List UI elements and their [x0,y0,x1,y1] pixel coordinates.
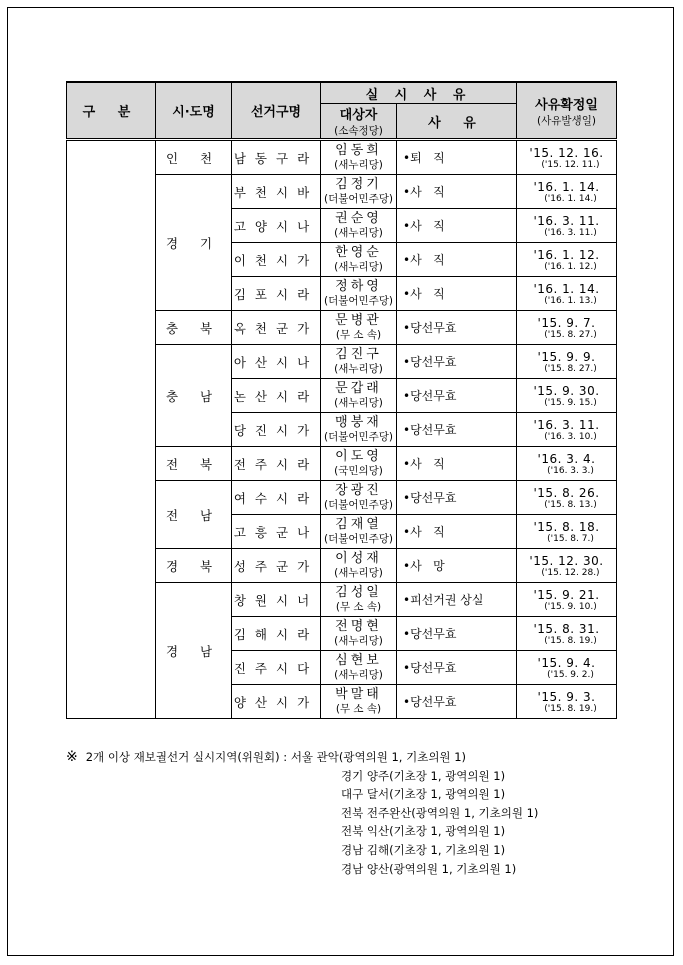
confirm-date: '15. 8. 31. [533,621,600,636]
occur-date: ('16. 1. 14.) [544,193,597,204]
candidate-name: 심현보 [335,652,382,668]
candidate-party: (새누리당) [334,634,383,647]
district-cell: 성주군가 [232,549,321,583]
header-date [517,82,617,140]
confirm-date: '15. 12. 16. [529,145,604,160]
reason-cell: •퇴 직 [397,140,517,175]
candidate-party: (더불어민주당) [323,498,394,511]
reason-cell: •당선무효 [397,481,517,515]
date-cell [517,617,617,651]
date-cell [517,311,617,345]
candidate-party: (새누리당) [334,566,383,579]
target-cell [321,447,397,481]
district-cell: 창원시너 [232,583,321,617]
footnote-item: 경남 양산(광역의원 1, 기초의원 1) [341,861,517,876]
date-cell [517,515,617,549]
candidate-name: 권순영 [335,210,382,226]
occur-date: ('15. 9. 2.) [547,669,594,680]
date-cell [517,583,617,617]
candidate-party: (더불어민주당) [323,192,394,205]
district-cell: 아산시나 [232,345,321,379]
reason-cell: •사 직 [397,175,517,209]
confirm-date: '15. 9. 21. [533,587,600,602]
candidate-party: (새누리당) [334,226,383,239]
occur-date: ('15. 12. 11.) [541,159,600,170]
confirm-date: '15. 9. 9. [537,349,596,364]
candidate-party: (더불어민주당) [323,294,394,307]
district-cell: 김포시라 [232,277,321,311]
header-gubun: 구 분 [67,82,156,140]
confirm-date: '16. 3. 4. [537,451,596,466]
occur-date: ('15. 9. 10.) [544,601,597,612]
date-cell [517,243,617,277]
header-target-sub: (소속정당) [334,125,383,137]
confirm-date: '15. 12. 30. [529,553,604,568]
confirm-date: '15. 9. 7. [537,315,596,330]
confirm-date: '16. 3. 11. [533,213,600,228]
district-cell: 양산시가 [232,685,321,719]
date-cell [517,685,617,719]
date-cell [517,549,617,583]
header-reason: 사 유 [397,104,517,140]
candidate-party: (새누리당) [334,158,383,171]
reason-cell: •사 직 [397,243,517,277]
reason-cell: •당선무효 [397,413,517,447]
candidate-party: (새누리당) [334,668,383,681]
candidate-name: 문갑래 [335,380,382,396]
occur-date: ('16. 1. 12.) [544,261,597,272]
candidate-name: 이성재 [335,550,382,566]
reason-cell: •당선무효 [397,345,517,379]
candidate-party: (더불어민주당) [323,430,394,443]
date-cell [517,413,617,447]
header-sido: 시·도명 [156,82,232,140]
reason-cell: •당선무효 [397,685,517,719]
sido-cell: 경 기 [156,175,232,311]
footnote-item: 경기 양주(기초장 1, 광역의원 1) [341,768,506,783]
occur-date: ('16. 3. 11.) [544,227,597,238]
table-row [67,140,617,175]
target-cell [321,651,397,685]
sido-cell: 충 북 [156,311,232,345]
district-cell: 진주시다 [232,651,321,685]
reason-cell: •피선거권 상실 [397,583,517,617]
table-body [67,140,617,719]
confirm-date: '15. 9. 3. [537,689,596,704]
header-target [321,104,397,140]
target-cell [321,617,397,651]
footnote [66,748,538,878]
reason-cell: •당선무효 [397,617,517,651]
reason-cell: •사 망 [397,549,517,583]
occur-date: ('15. 12. 28.) [541,567,600,578]
candidate-party: (국민의당) [334,464,383,477]
target-cell [321,311,397,345]
district-cell: 옥천군가 [232,311,321,345]
target-cell [321,583,397,617]
date-cell [517,209,617,243]
occur-date: ('15. 8. 13.) [544,499,597,510]
occur-date: ('16. 1. 13.) [544,295,597,306]
occur-date: ('15. 8. 7.) [547,533,594,544]
footnote-item: 경남 김해(기초장 1, 기초의원 1) [341,842,506,857]
target-cell [321,175,397,209]
occur-date: ('15. 8. 27.) [544,329,597,340]
by-election-table [66,81,617,719]
target-cell [321,481,397,515]
candidate-name: 임동희 [335,142,382,158]
candidate-name: 김성일 [335,584,382,600]
target-cell [321,515,397,549]
occur-date: ('15. 9. 15.) [544,397,597,408]
footnote-item: 대구 달서(기초장 1, 광역의원 1) [341,787,506,802]
confirm-date: '15. 8. 18. [533,519,600,534]
candidate-party: (무 소 속) [335,702,382,715]
sido-cell: 전 북 [156,447,232,481]
candidate-party: (더불어민주당) [323,532,394,545]
header-date-label: 사유확정일 [535,97,598,113]
reason-cell: •당선무효 [397,311,517,345]
header-date-sub: (사유발생일) [537,114,596,127]
date-cell [517,345,617,379]
occur-date: ('16. 3. 3.) [547,465,594,476]
target-cell [321,243,397,277]
occur-date: ('15. 8. 27.) [544,363,597,374]
confirm-date: '16. 1. 14. [533,281,600,296]
occur-date: ('16. 3. 10.) [544,431,597,442]
district-cell: 여수시라 [232,481,321,515]
candidate-name: 문병관 [335,312,382,328]
district-cell: 당진시가 [232,413,321,447]
candidate-name: 한영순 [335,244,382,260]
header-target-label: 대상자 [339,108,378,123]
district-cell: 부천시바 [232,175,321,209]
candidate-name: 정하영 [335,278,382,294]
reason-cell: •사 직 [397,277,517,311]
candidate-name: 이도영 [335,448,382,464]
footnote-item: 전북 전주완산(광역의원 1, 기초의원 1) [341,805,539,820]
district-cell: 고흥군나 [232,515,321,549]
district-cell: 고양시나 [232,209,321,243]
target-cell [321,140,397,175]
target-cell [321,277,397,311]
confirm-date: '15. 9. 30. [533,383,600,398]
occur-date: ('15. 8. 19.) [544,703,597,714]
candidate-name: 전명현 [335,618,382,634]
target-cell [321,209,397,243]
date-cell [517,379,617,413]
sido-cell: 충 남 [156,345,232,447]
gubun-cell [67,140,156,719]
candidate-name: 장광진 [335,482,382,498]
target-cell [321,413,397,447]
candidate-party: (무 소 속) [335,328,382,341]
confirm-date: '15. 8. 26. [533,485,600,500]
district-cell: 논산시라 [232,379,321,413]
date-cell [517,651,617,685]
sido-cell: 경 북 [156,549,232,583]
sido-cell: 전 남 [156,481,232,549]
occur-date: ('15. 8. 19.) [544,635,597,646]
date-cell [517,140,617,175]
reason-cell: •사 직 [397,515,517,549]
sido-cell: 경 남 [156,583,232,719]
candidate-name: 맹붕재 [335,414,382,430]
confirm-date: '16. 1. 12. [533,247,600,262]
district-cell: 이천시가 [232,243,321,277]
candidate-name: 김재열 [335,516,382,532]
candidate-party: (무 소 속) [335,600,382,613]
header-reason-group: 실 시 사 유 [321,82,517,104]
header-district: 선거구명 [232,82,321,140]
candidate-party: (새누리당) [334,260,383,273]
target-cell [321,549,397,583]
district-cell: 김해시라 [232,617,321,651]
candidate-name: 박말태 [335,686,382,702]
candidate-name: 김진구 [335,346,382,362]
reason-cell: •사 직 [397,209,517,243]
confirm-date: '16. 3. 11. [533,417,600,432]
confirm-date: '15. 9. 4. [537,655,596,670]
date-cell [517,481,617,515]
target-cell [321,379,397,413]
date-cell [517,277,617,311]
reason-cell: •당선무효 [397,651,517,685]
district-cell: 남동구라 [232,140,321,175]
target-cell [321,685,397,719]
reference-mark: ※ [66,749,78,765]
reason-cell: •당선무효 [397,379,517,413]
footnote-lead: 2개 이상 재보궐선거 실시지역(위원회) : [85,750,291,764]
target-cell [321,345,397,379]
date-cell [517,175,617,209]
footnote-item: 전북 익산(기초장 1, 광역의원 1) [341,824,506,839]
footnote-first-line [66,748,538,767]
reason-cell: •사 직 [397,447,517,481]
candidate-party: (새누리당) [334,362,383,375]
candidate-name: 김정기 [335,176,382,192]
candidate-party: (새누리당) [334,396,383,409]
district-cell: 전주시라 [232,447,321,481]
date-cell [517,447,617,481]
confirm-date: '16. 1. 14. [533,179,600,194]
footnote-item: 서울 관악(광역의원 1, 기초의원 1) [290,750,467,764]
sido-cell: 인 천 [156,140,232,175]
